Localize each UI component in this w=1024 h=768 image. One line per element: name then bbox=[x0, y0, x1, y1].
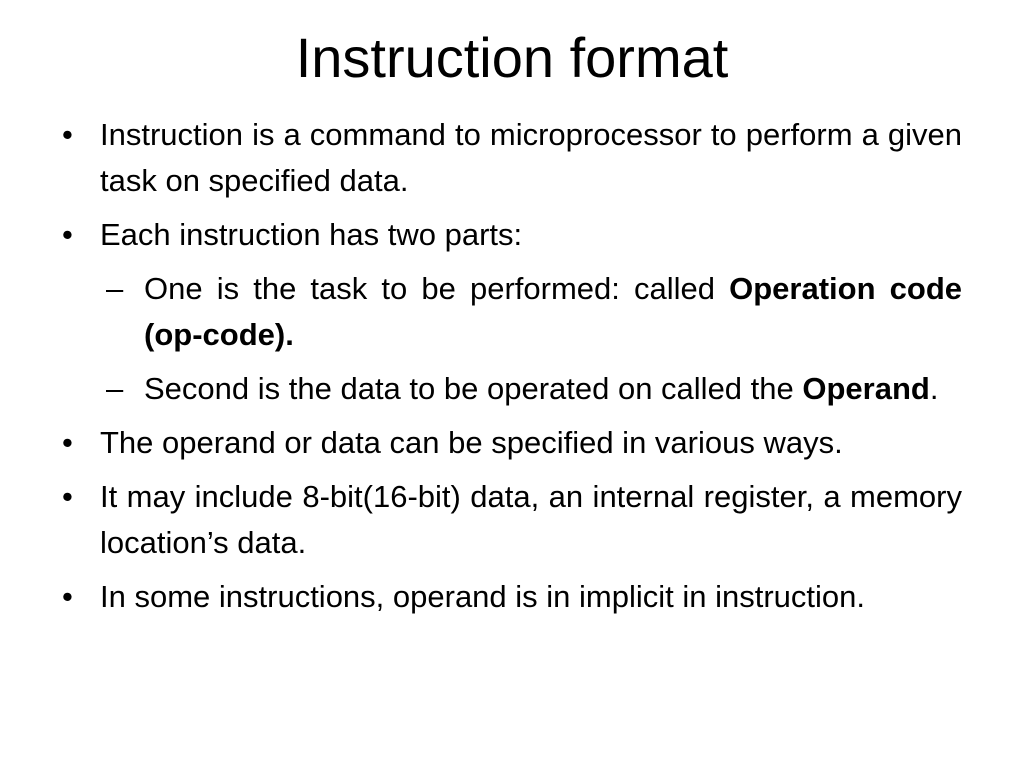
bullet-text: Each instruction has two parts: bbox=[100, 217, 523, 252]
slide-title: Instruction format bbox=[295, 26, 729, 89]
bullet-item bbox=[62, 420, 962, 466]
sub-bullet-item bbox=[106, 366, 962, 412]
dash-icon: – bbox=[106, 371, 124, 406]
sub-bullet-item bbox=[106, 266, 962, 358]
bullet-text: Instruction is a command to microprocessor to perform a given task on specified data. bbox=[100, 117, 962, 198]
bullet-item bbox=[62, 574, 962, 620]
sub-bullet-bold-text: Operand bbox=[802, 371, 930, 406]
sub-bullet-bold-text: Operation code (op-code). bbox=[144, 271, 963, 352]
bullet-icon: • bbox=[62, 579, 73, 614]
bullet-icon: • bbox=[62, 479, 73, 514]
bullet-icon: • bbox=[62, 425, 73, 460]
bullet-item bbox=[62, 474, 962, 566]
bullet-text: The operand or data can be specified in various ways. bbox=[100, 425, 843, 460]
sub-bullet-text: Second is the data to be operated on called the bbox=[144, 371, 803, 406]
sub-bullet-text: One is the task to be performed: called bbox=[144, 271, 730, 306]
bullet-icon: • bbox=[62, 117, 73, 152]
bullet-icon: • bbox=[62, 217, 73, 252]
dash-icon: – bbox=[106, 271, 124, 306]
bullet-text: It may include 8-bit(16-bit) data, an internal register, a memory location’s data. bbox=[100, 479, 962, 560]
bullet-item bbox=[62, 212, 962, 258]
slide-content bbox=[62, 112, 962, 628]
bullet-item bbox=[62, 112, 962, 204]
bullet-text: In some instructions, operand is in implicit in instruction. bbox=[100, 579, 865, 614]
sub-bullet-after-text: . bbox=[929, 371, 939, 406]
